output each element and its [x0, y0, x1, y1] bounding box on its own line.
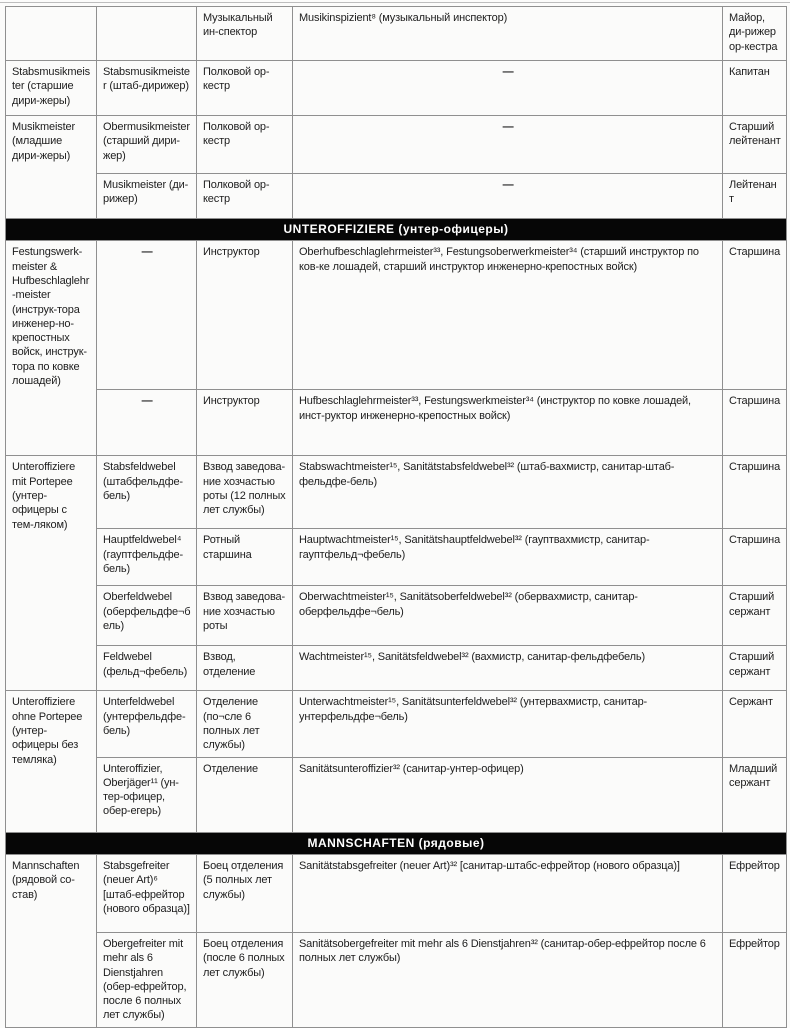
cell-soviet-rank: Старший сержант — [723, 646, 787, 691]
cell-soviet-rank: Старшина — [723, 529, 787, 586]
cell-soviet-rank: Майор, ди-рижер ор-кестра — [723, 7, 787, 61]
cell-soviet-rank: Сержант — [723, 691, 787, 757]
cell-soviet-rank: Старшина — [723, 241, 787, 390]
cell-rank: Obergefreiter mit mehr als 6 Dienstjahren (обер-ефрейтор, после 6 полных лет службы) — [97, 932, 197, 1027]
cell-dash: — — [293, 116, 723, 174]
cell-rank: Feldwebel (фельд¬фебель) — [97, 646, 197, 691]
cell-category: Unteroffiziere mit Portepee (унтер-офицеры с тем-ляком) — [6, 456, 97, 691]
cell-duty: Взвод, отделение — [197, 646, 293, 691]
cell-duty: Взвод заведова-ние хозчастью роты (12 полных лет службы) — [197, 456, 293, 529]
cell-rank: Stabsfeldwebel (штабфельдфе-бель) — [97, 456, 197, 529]
cell-duty: Отделение — [197, 757, 293, 832]
table-row-unterfeldwebel — [6, 691, 787, 757]
table-row-hufbeschlaglehrmeister — [6, 390, 787, 456]
cell-german-rank: Oberwachtmeister¹⁵, Sanitätsoberfeldwebel³² (обервахмистр, санитар-оберфельдфе¬бель) — [293, 586, 723, 646]
cell-rank: Hauptfeldwebel⁴ (гауптфельдфе-бель) — [97, 529, 197, 586]
cell-dash: — — [293, 174, 723, 219]
cell-category: Festungswerk-meister & Hufbeschlaglehr-meister (инструк-тора инженер-но-крепостных войск, инструк-тора по ковке лошадей) — [6, 241, 97, 456]
cell-german-rank: Sanitätsobergefreiter mit mehr als 6 Dienstjahren³² (санитар-обер-ефрейтор после 6 полных лет службы) — [293, 932, 723, 1027]
cell-soviet-rank: Старшина — [723, 390, 787, 456]
cell-rank: Unterfeldwebel (унтерфельдфе-бель) — [97, 691, 197, 757]
cell-soviet-rank: Ефрейтор — [723, 854, 787, 932]
cell-german-rank: Sanitätsunteroffizier³² (санитар-унтер-офицер) — [293, 757, 723, 832]
table-row-stabsfeldwebel — [6, 456, 787, 529]
cell-rank: Obermusikmeister (старший дири-жер) — [97, 116, 197, 174]
cell-dash: — — [293, 61, 723, 116]
table-row-musikmeister — [6, 174, 787, 219]
table-row-hauptfeldwebel — [6, 529, 787, 586]
table-row-oberhufbeschlaglehrmeister — [6, 241, 787, 390]
cell-soviet-rank: Лейтенант — [723, 174, 787, 219]
cell-empty — [97, 7, 197, 61]
cell-soviet-rank: Старшина — [723, 456, 787, 529]
cell-category: Mannschaften (рядовой со-став) — [6, 854, 97, 1027]
cell-soviet-rank: Младший сержант — [723, 757, 787, 832]
cell-dash: — — [97, 241, 197, 390]
cell-duty: Музыкальный ин-спектор — [197, 7, 293, 61]
cell-duty: Боец отделения (после 6 полных лет службы) — [197, 932, 293, 1027]
cell-duty: Полковой ор-кестр — [197, 116, 293, 174]
cell-rank: Stabsgefreiter (neuer Art)⁶ [штаб-ефрейтор (нового образца)] — [97, 854, 197, 932]
table-row-obergefreiter — [6, 932, 787, 1027]
cell-rank: Oberfeldwebel (оберфельдфе¬бель) — [97, 586, 197, 646]
cell-german-rank: Hufbeschlaglehrmeister³³, Festungswerkmeister³⁴ (инструктор по ковке лошадей, инст-руктор инженерно-крепостных войск) — [293, 390, 723, 456]
cell-rank: Stabsmusikmeister (штаб-дирижер) — [97, 61, 197, 116]
table-row-feldwebel — [6, 646, 787, 691]
cell-german-rank: Unterwachtmeister¹⁵, Sanitätsunterfeldwebel³² (унтервахмистр, санитар-унтерфельдфе¬бель) — [293, 691, 723, 757]
cell-soviet-rank: Старший лейтенант — [723, 116, 787, 174]
cell-german-rank: Wachtmeister¹⁵, Sanitätsfeldwebel³² (вахмистр, санитар-фельдфебель) — [293, 646, 723, 691]
cell-duty: Боец отделения (5 полных лет службы) — [197, 854, 293, 932]
cell-german-rank: Oberhufbeschlaglehrmeister³³, Festungsoberwerkmeister³⁴ (старший инструктор по ков-ке лошадей, старший инструктор инженерно-крепостных войск) — [293, 241, 723, 390]
table-row-stabsmusikmeister — [6, 61, 787, 116]
cell-german-rank: Stabswachtmeister¹⁵, Sanitätstabsfeldwebel³² (штаб-вахмистр, санитар-штаб-фельдфе-бель) — [293, 456, 723, 529]
cell-category: Stabsmusikmeister (старшие дири-жеры) — [6, 61, 97, 116]
scan-edge-line — [0, 2, 790, 3]
cell-dash: — — [97, 390, 197, 456]
cell-rank: Unteroffizier, Oberjäger¹¹ (ун-тер-офицер, обер-егерь) — [97, 757, 197, 832]
section-band-label: UNTEROFFIZIERE (унтер-офицеры) — [6, 219, 787, 241]
rank-equivalence-table — [5, 6, 787, 1028]
cell-duty: Инструктор — [197, 390, 293, 456]
section-band-unteroffiziere — [6, 219, 787, 241]
table-row-oberfeldwebel — [6, 586, 787, 646]
cell-duty: Инструктор — [197, 241, 293, 390]
cell-category: Unteroffiziere ohne Portepee (унтер-офицеры без темляка) — [6, 691, 97, 832]
table-row-stabsgefreiter — [6, 854, 787, 932]
cell-duty: Полковой ор-кестр — [197, 174, 293, 219]
cell-soviet-rank: Ефрейтор — [723, 932, 787, 1027]
table-row-musikinspizient — [6, 7, 787, 61]
table-row-unteroffizier — [6, 757, 787, 832]
section-band-label: MANNSCHAFTEN (рядовые) — [6, 832, 787, 854]
cell-german-rank: Sanitätstabsgefreiter (neuer Art)³² [санитар-штабс-ефрейтор (нового образца)] — [293, 854, 723, 932]
cell-rank: Musikmeister (ди-рижер) — [97, 174, 197, 219]
cell-duty: Ротный старшина — [197, 529, 293, 586]
table-row-obermusikmeister — [6, 116, 787, 174]
cell-german-rank: Musikinspizient⁸ (музыкальный инспектор) — [293, 7, 723, 61]
cell-empty — [6, 7, 97, 61]
cell-soviet-rank: Капитан — [723, 61, 787, 116]
cell-german-rank: Hauptwachtmeister¹⁵, Sanitätshauptfeldwebel³² (гауптвахмистр, санитар-гауптфельд¬фебель) — [293, 529, 723, 586]
cell-soviet-rank: Старший сержант — [723, 586, 787, 646]
cell-duty: Взвод заведова-ние хозчастью роты — [197, 586, 293, 646]
section-band-mannschaften — [6, 832, 787, 854]
cell-category: Musikmeister (младшие дири-жеры) — [6, 116, 97, 219]
cell-duty: Отделение (по¬сле 6 полных лет службы) — [197, 691, 293, 757]
cell-duty: Полковой ор-кестр — [197, 61, 293, 116]
